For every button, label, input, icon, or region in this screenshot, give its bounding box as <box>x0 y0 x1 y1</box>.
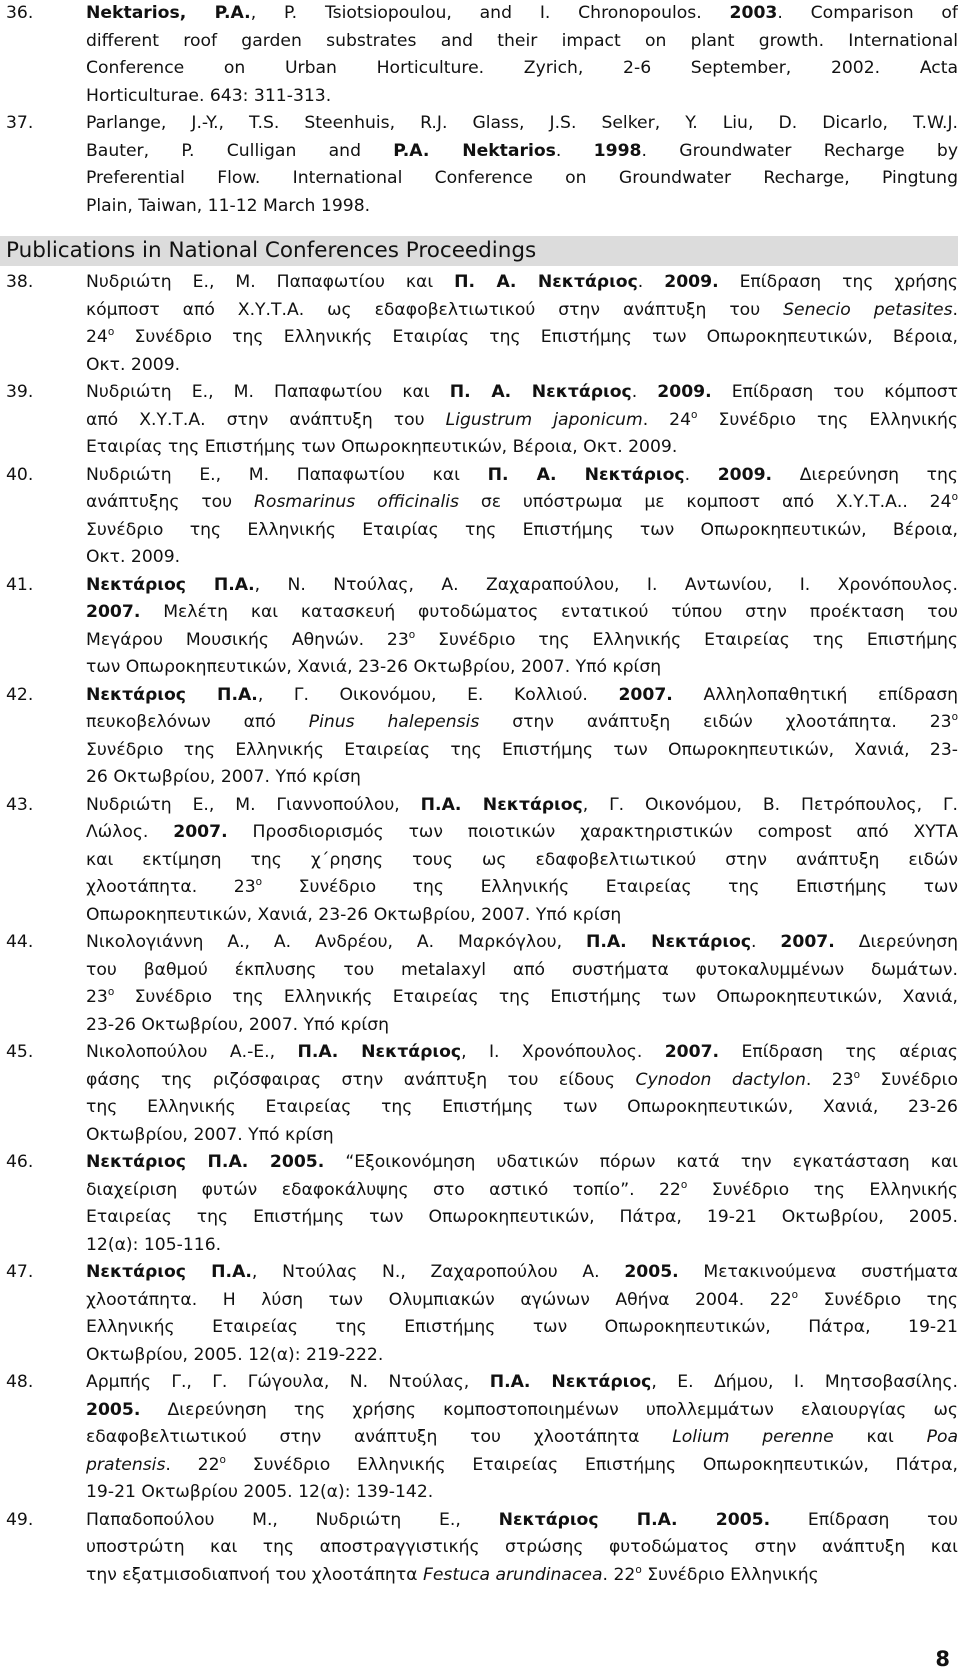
reference-text <box>86 1369 958 1507</box>
reference-line: 26 Οκτωβρίου, 2007. Υπό κρίση <box>86 767 361 787</box>
reference-line: Μεγάρου Μουσικής Αθηνών. $23^o$ Συνέδριο της Ελληνικής Εταιρείας της Επιστήμης <box>86 628 958 650</box>
reference-line: Parlange, J.-Y., T.S. Steenhuis, R.J. Glass, J.S. Selker, Y. Liu, D. Dicarlo, T.W.J. <box>86 113 958 133</box>
reference-text <box>86 682 958 792</box>
reference-entry <box>0 462 958 572</box>
reference-line: Νυδριώτη Ε., Μ. Γιαννοπούλου, Π.Α. Νεκτάριος, Γ. Οικονόμου, Β. Πετρόπουλος, Γ. <box>86 794 958 815</box>
reference-number: 43. <box>6 794 34 815</box>
reference-entry <box>0 1039 958 1149</box>
reference-text <box>86 269 958 379</box>
reference-number: 38. <box>6 272 34 292</box>
section-heading-bar <box>0 236 958 266</box>
reference-text <box>86 379 958 462</box>
reference-number: 40. <box>6 464 34 485</box>
reference-entry <box>0 572 958 682</box>
reference-entry <box>0 110 958 220</box>
reference-line: pratensis. $22^o$ Συνέδριο Ελληνικής Εταιρείας Επιστήμης Οπωροκηπευτικών, Πάτρα, <box>86 1453 958 1475</box>
reference-line: Οκτ. 2009. <box>86 354 181 375</box>
reference-line: χλοοτάπητα. Η λύση των Ολυμπιακών αγώνων Αθήνα 2004. $22^o$ Συνέδριο της <box>86 1288 958 1310</box>
reference-line: 2007. Μελέτη και κατασκευή φυτοδώματος εντατικού τύπου στην προέκταση του <box>86 602 958 622</box>
reference-line: $24^o$ Συνέδριο της Ελληνικής Εταιρίας της Επιστήμης των Οπωροκηπευτικών, Βέροια, <box>86 326 958 347</box>
reference-line: Νικολοπούλου Α.-Ε., Π.Α. Νεκτάριος, Ι. Χρονόπουλος. 2007. Επίδραση της αέριας <box>86 1042 958 1062</box>
reference-text <box>86 792 958 930</box>
reference-number: 46. <box>6 1152 34 1172</box>
reference-text <box>86 1507 958 1590</box>
reference-line: Οκτ. 2009. <box>86 547 181 567</box>
reference-entry <box>0 0 958 110</box>
reference-line: Νυδριώτη Ε., Μ. Παπαφωτίου και Π. Α. Νεκτάριος. 2009. Διερεύνηση της <box>86 464 958 485</box>
reference-line: Εταιρείας της Επιστήμης των Οπωροκηπευτικών, Πάτρα, 19-21 Οκτωβρίου, 2005. <box>86 1207 958 1227</box>
reference-line: των Οπωροκηπευτικών, Χανιά, 23-26 Οκτωβρίου, 2007. Υπό κρίση <box>86 657 662 677</box>
reference-text <box>86 0 958 110</box>
reference-line: 19-21 Οκτωβρίου 2005. 12(α): 139-142. <box>86 1482 434 1502</box>
reference-line: διαχείριση φυτών εδαφοκάλυψης στο αστικό τοπίο”. $22^o$ Συνέδριο της Ελληνικής <box>86 1178 958 1200</box>
reference-line: Νεκτάριος Π.Α., Ν. Ντούλας, Α. Ζαχαραπούλου, Ι. Αντωνίου, Ι. Χρονόπουλος. <box>86 574 958 595</box>
reference-entry <box>0 1259 958 1369</box>
reference-number: 48. <box>6 1372 34 1392</box>
reference-entry <box>0 379 958 462</box>
reference-entry <box>0 1507 958 1590</box>
reference-line: Nektarios, P.A., P. Tsiotsiopoulou, and I. Chronopoulos. 2003. Comparison of <box>86 3 958 23</box>
reference-line: Νεκτάριος Π.Α., Ντούλας Ν., Ζαχαροπούλου Α. 2005. Μετακινούμενα συστήματα <box>86 1262 958 1282</box>
reference-line: 23-26 Οκτωβρίου, 2007. Υπό κρίση <box>86 1014 390 1035</box>
reference-line: Preferential Flow. International Conference on Groundwater Recharge, Pingtung <box>86 168 958 188</box>
reference-number: 37. <box>6 113 34 133</box>
reference-line: της Ελληνικής Εταιρείας της Επιστήμης των Οπωροκηπευτικών, Χανιά, 23-26 <box>86 1097 958 1117</box>
reference-line: Ελληνικής Εταιρείας της Επιστήμης των Οπωροκηπευτικών, Πάτρα, 19-21 <box>86 1317 958 1337</box>
reference-entry <box>0 1369 958 1507</box>
reference-line: την εξατμισοδιαπνοή του χλοοτάπητα Festuca arundinacea. $22^o$ Συνέδριο Ελληνικής <box>86 1563 819 1585</box>
reference-line: Οπωροκηπευτικών, Χανιά, 23-26 Οκτωβρίου, 2007. Υπό κρίση <box>86 904 622 925</box>
reference-line: 2005. Διερεύνηση της χρήσης κομποστοποιημένων υπολλεμμάτων ελαιουργίας ως <box>86 1399 958 1420</box>
reference-line: υποστρώτη και της αποστραγγιστικής στρώσης φυτοδώματος στην ανάπτυξη και <box>86 1537 958 1557</box>
reference-line: Παπαδοπούλου Μ., Νυδριώτη Ε., Νεκτάριος Π.Α. 2005. Επίδραση του <box>86 1509 958 1530</box>
reference-line: Νικολογιάννη Α., Α. Ανδρέου, Α. Μαρκόγλου, Π.Α. Νεκτάριος. 2007. Διερεύνηση <box>86 932 958 952</box>
reference-line: Συνέδριο της Ελληνικής Εταιρείας της Επιστήμης των Οπωροκηπευτικών, Χανιά, 23- <box>86 739 958 760</box>
reference-entry <box>0 792 958 930</box>
reference-line: Νυδριώτη Ε., Μ. Παπαφωτίου και Π. Α. Νεκτάριος. 2009. Επίδραση του κόμποστ <box>86 382 958 402</box>
reference-entry <box>0 682 958 792</box>
reference-line: Conference on Urban Horticulture. Zyrich, 2-6 September, 2002. Acta <box>86 58 958 78</box>
reference-line: πευκοβελόνων από Pinus halepensis στην ανάπτυξη ειδών χλοοτάπητα. $23^o$ <box>86 711 958 732</box>
reference-line: Συνέδριο της Ελληνικής Εταιρίας της Επιστήμης των Οπωροκηπευτικών, Βέροια, <box>86 519 958 540</box>
reference-line: του βαθμού έκπλυσης του metalaxyl από συστήματα φυτοκαλυμμένων δωμάτων. <box>86 959 958 980</box>
reference-line: κόμποστ από Χ.Υ.Τ.Α. ως εδαφοβελτιωτικού στην ανάπτυξη του Senecio petasites. <box>86 299 958 320</box>
reference-line: Νεκτάριος Π.Α., Γ. Οικονόμου, Ε. Κολλιού. 2007. Αλληλοπαθητική επίδραση <box>86 684 958 705</box>
reference-line: Νεκτάριος Π.Α. 2005. “Εξοικονόμηση υδατικών πόρων κατά την εγκατάσταση και <box>86 1152 958 1172</box>
reference-entry <box>0 1149 958 1259</box>
reference-line: Αρμπής Γ., Γ. Γώγουλα, Ν. Ντούλας, Π.Α. Νεκτάριος, Ε. Δήμου, Ι. Μητσοβασίλης. <box>86 1372 958 1392</box>
reference-line: $23^o$ Συνέδριο της Ελληνικής Εταιρείας της Επιστήμης των Οπωροκηπευτικών, Χανιά, <box>86 986 958 1007</box>
reference-line: Οκτωβρίου, 2005. 12(α): 219-222. <box>86 1344 384 1365</box>
reference-line: Οκτωβρίου, 2007. Υπό κρίση <box>86 1124 334 1145</box>
reference-entry <box>0 269 958 379</box>
reference-number: 47. <box>6 1262 34 1282</box>
reference-line: χλοοτάπητα. $23^o$ Συνέδριο της Ελληνικής Εταιρείας της Επιστήμης των <box>86 876 958 897</box>
reference-line: εδαφοβελτιωτικού στην ανάπτυξη του χλοοτάπητα Lolium perenne και Poa <box>86 1427 958 1447</box>
reference-text <box>86 929 958 1039</box>
reference-line: από Χ.Υ.Τ.Α. στην ανάπτυξη του Ligustrum japonicum. $24^o$ Συνέδριο της Ελληνικής <box>86 408 958 430</box>
reference-line: Εταιρίας της Επιστήμης των Οπωροκηπευτικών, Βέροια, Οκτ. 2009. <box>86 437 678 457</box>
reference-line: Plain, Taiwan, 11-12 March 1998. <box>86 195 371 216</box>
reference-text <box>86 1149 958 1259</box>
reference-line: ανάπτυξης του Rosmarinus officinalis σε υπόστρωμα με κομποστ από Χ.Υ.Τ.Α.. $24^o$ <box>86 491 958 512</box>
reference-text <box>86 462 958 572</box>
reference-text <box>86 1039 958 1149</box>
reference-number: 36. <box>6 3 34 23</box>
reference-line: φάσης της ριζόσφαιρας στην ανάπτυξη του είδους Cynodon dactylon. $23^o$ Συνέδριο <box>86 1068 958 1090</box>
reference-number: 41. <box>6 574 34 595</box>
reference-number: 44. <box>6 932 34 952</box>
reference-line: Νυδριώτη Ε., Μ. Παπαφωτίου και Π. Α. Νεκτάριος. 2009. Επίδραση της χρήσης <box>86 272 958 292</box>
reference-line: different roof garden substrates and their impact on plant growth. International <box>86 30 958 51</box>
reference-text <box>86 110 958 220</box>
reference-text <box>86 572 958 682</box>
reference-line: Bauter, P. Culligan and P.A. Nektarios. 1998. Groundwater Recharge by <box>86 140 958 161</box>
reference-number: 42. <box>6 684 34 705</box>
reference-line: Λώλος. 2007. Προσδιορισμός των ποιοτικών χαρακτηριστικών compost από ΧΥΤΑ <box>86 822 958 842</box>
reference-number: 49. <box>6 1509 34 1530</box>
reference-text <box>86 1259 958 1369</box>
reference-line: Horticulturae. 643: 311-313. <box>86 85 332 106</box>
page-number: 8 <box>935 1647 950 1671</box>
section-heading: Publications in National Conferences Proceedings <box>6 238 537 263</box>
reference-number: 45. <box>6 1042 34 1062</box>
reference-line: 12(α): 105-116. <box>86 1234 222 1255</box>
reference-entry <box>0 929 958 1039</box>
reference-number: 39. <box>6 382 34 402</box>
reference-line: και εκτίμηση της χ΄ρησης τους ως εδαφοβελτιωτικού στην ανάπτυξη ειδών <box>86 849 958 870</box>
